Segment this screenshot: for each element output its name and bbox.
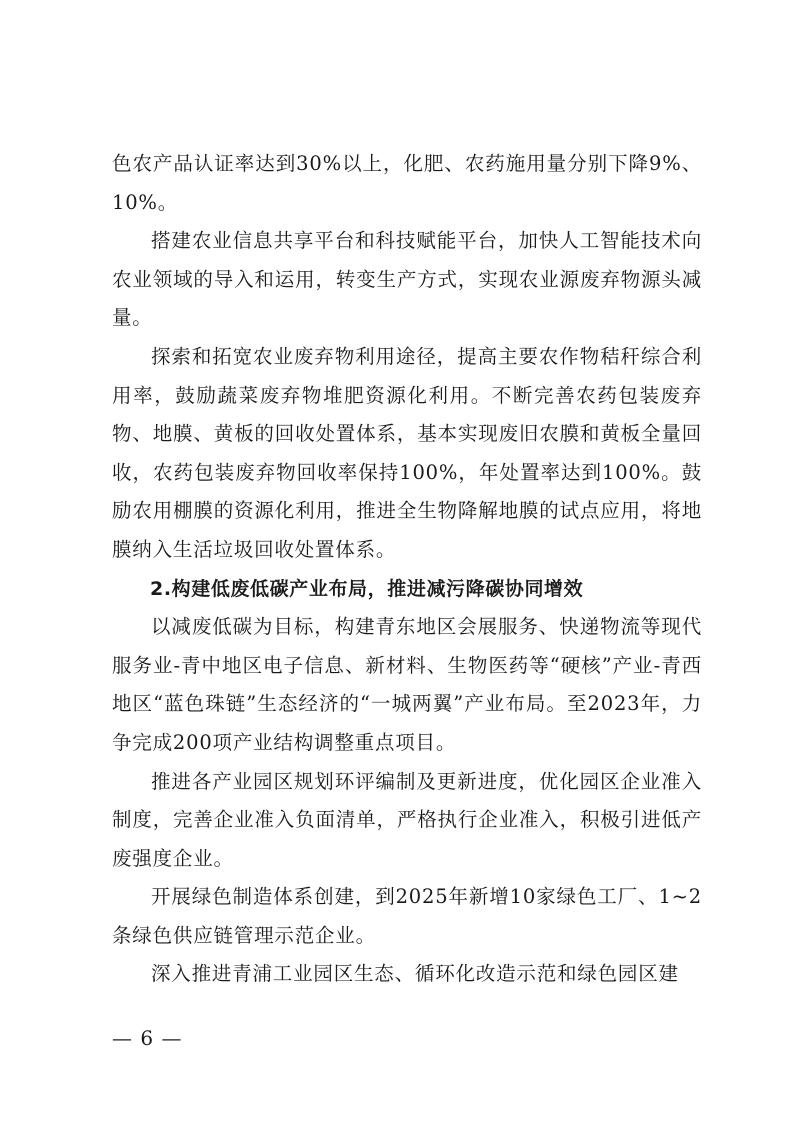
- paragraph-park-planning: 推进各产业园区规划环评编制及更新进度，优化园区企业准入制度，完善企业准入负面清单，严格执行企业准入，积极引进低产废强度企业。: [112, 769, 702, 870]
- paragraph-waste-utilization: 探索和拓宽农业废弃物利用途径，提高主要农作物秸秆综合利用率，鼓励蔬菜废弃物堆肥资源化利用。不断完善农药包装废弃物、地膜、黄板的回收处置体系，基本实现废旧农膜和黄板全量回收，农药包装废弃物回收率保持100%，年处置率达到100%。鼓励农用棚膜的资源化利用，推进全生物降解地膜的试点应用，将地膜纳入生活垃圾回收处置体系。: [112, 344, 702, 561]
- page-number: — 6 —: [112, 1026, 183, 1050]
- paragraph-continuation: 色农产品认证率达到30%以上，化肥、农药施用量分别下降9%、10%。: [112, 152, 702, 214]
- paragraph-industry-layout: 以减废低碳为目标，构建青东地区会展服务、快递物流等现代服务业-青中地区电子信息、新材料、生物医药等“硬核”产业-青西地区“蓝色珠链”生态经济的“一城两翼”产业布局。至2023年，力争完成200项产业结构调整重点项目。: [112, 615, 702, 754]
- paragraph-qingpu-park: 深入推进青浦工业园区生态、循环化改造示范和绿色园区建: [151, 962, 679, 986]
- paragraph-info-platform: 搭建农业信息共享平台和科技赋能平台，加快人工智能技术向农业领域的导入和运用，转变生产方式，实现农业源废弃物源头减量。: [112, 229, 702, 330]
- paragraph-green-manufacturing: 开展绿色制造体系创建，到2025年新增10家绿色工厂、1~2条绿色供应链管理示范企业。: [112, 885, 702, 947]
- section-heading: 2.构建低废低碳产业布局，推进减污降碳协同增效: [150, 577, 584, 600]
- document-body: [112, 145, 702, 994]
